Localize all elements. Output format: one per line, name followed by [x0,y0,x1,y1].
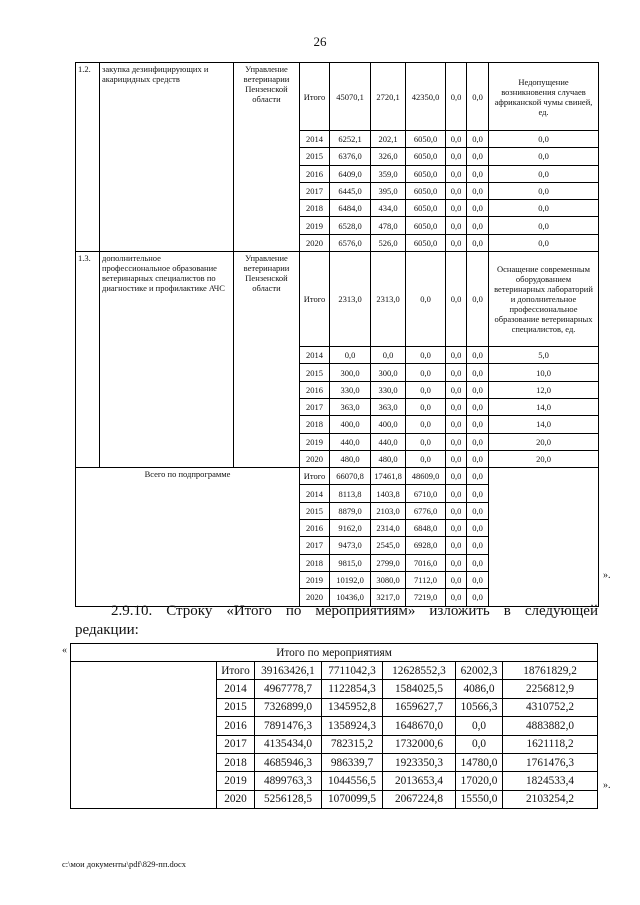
item-executor: Управление ветеринарии Пензенской области [234,63,300,252]
value-cell: 2256812,9 [503,680,598,698]
year-cell: Итого [217,662,255,680]
value-cell: 0,0 [467,381,489,398]
amendment-paragraph [75,602,598,640]
value-cell: 6050,0 [406,182,446,199]
value-cell: 0,0 [467,165,489,182]
value-cell: 2545,0 [371,537,406,554]
value-cell: 0,0 [446,381,467,398]
value-cell: 330,0 [371,381,406,398]
year-cell: 2019 [300,217,330,234]
value-cell: 0,0 [446,554,467,571]
year-cell: 2015 [300,364,330,381]
value-cell: 0,0 [406,252,446,347]
result-value: 10,0 [489,364,599,381]
value-cell: 0,0 [446,347,467,364]
events-total-table [70,643,598,809]
result-value: 0,0 [489,182,599,199]
value-cell: 0,0 [467,589,489,606]
value-cell: 4685946,3 [255,753,322,771]
value-cell: 0,0 [446,217,467,234]
value-cell: 326,0 [371,148,406,165]
value-cell: 363,0 [330,398,371,415]
paragraph-line-1: 2.9.10. Строку «Итого по мероприятиям» изложить в следующей [111,603,598,619]
year-cell: Итого [300,468,330,485]
value-cell: 6050,0 [406,131,446,148]
year-cell: 2016 [300,520,330,537]
result-value: 0,0 [489,217,599,234]
value-cell: 6050,0 [406,165,446,182]
value-cell: 15550,0 [456,790,503,808]
value-cell: 6252,1 [330,131,371,148]
value-cell: 1648670,0 [383,717,456,735]
value-cell: 202,1 [371,131,406,148]
value-cell: 1403,8 [371,485,406,502]
value-cell: 2314,0 [371,520,406,537]
value-cell: 0,0 [446,537,467,554]
value-cell: 8879,0 [330,502,371,519]
value-cell: 363,0 [371,398,406,415]
value-cell: 6445,0 [330,182,371,199]
value-cell: 0,0 [467,200,489,217]
year-cell: 2016 [300,165,330,182]
value-cell: 0,0 [467,485,489,502]
value-cell: 1122854,3 [322,680,383,698]
value-cell: 6050,0 [406,148,446,165]
value-cell: 0,0 [467,416,489,433]
value-cell: 4310752,2 [503,698,598,716]
item-name: дополнительное профессиональное образование ветеринарных специалистов по диагностике и профилактике АЧС [100,252,234,468]
item-number: 1.3. [76,252,100,468]
value-cell: 3080,0 [371,571,406,588]
year-cell: 2015 [300,502,330,519]
value-cell: 0,0 [467,234,489,251]
value-cell: 0,0 [467,131,489,148]
value-cell: 440,0 [371,433,406,450]
item-number: 1.2. [76,63,100,252]
value-cell: 2067224,8 [383,790,456,808]
value-cell: 1584025,5 [383,680,456,698]
table-row [71,662,598,680]
year-cell: 2019 [300,433,330,450]
value-cell: 0,0 [467,398,489,415]
year-cell: 2017 [300,398,330,415]
table-row [76,252,599,347]
value-cell: 440,0 [330,433,371,450]
result-value: 0,0 [489,200,599,217]
result-value: 14,0 [489,416,599,433]
value-cell: 6050,0 [406,200,446,217]
year-cell: 2017 [300,537,330,554]
value-cell: 2720,1 [371,63,406,131]
value-cell: 480,0 [330,450,371,467]
value-cell: 7711042,3 [322,662,383,680]
value-cell: 45070,1 [330,63,371,131]
year-cell: 2016 [300,381,330,398]
result-value: 14,0 [489,398,599,415]
value-cell: 18761829,2 [503,662,598,680]
year-cell: 2015 [300,148,330,165]
year-cell: 2019 [300,571,330,588]
value-cell: 0,0 [456,735,503,753]
opening-quote: « [62,645,67,656]
result-value: 0,0 [489,131,599,148]
value-cell: 0,0 [446,165,467,182]
value-cell: 0,0 [467,537,489,554]
value-cell: 17461,8 [371,468,406,485]
value-cell: 1621118,2 [503,735,598,753]
value-cell: 9162,0 [330,520,371,537]
year-cell: 2018 [300,416,330,433]
subprogram-total-label: Всего по подпрограмме [76,468,300,606]
value-cell: 6576,0 [330,234,371,251]
year-cell: 2014 [300,485,330,502]
value-cell: 2013653,4 [383,772,456,790]
value-cell: 39163426,1 [255,662,322,680]
value-cell: 7891476,3 [255,717,322,735]
year-cell: 2017 [217,735,255,753]
value-cell: 2313,0 [330,252,371,347]
value-cell: 0,0 [446,433,467,450]
value-cell: 0,0 [446,63,467,131]
value-cell: 1345952,8 [322,698,383,716]
value-cell: 0,0 [406,364,446,381]
value-cell: 6776,0 [406,502,446,519]
value-cell: 12628552,3 [383,662,456,680]
value-cell: 0,0 [446,398,467,415]
value-cell: 300,0 [371,364,406,381]
closing-quote-2: ». [603,780,611,791]
value-cell: 0,0 [446,571,467,588]
year-cell: Итого [300,63,330,131]
value-cell: 5256128,5 [255,790,322,808]
year-cell: 2016 [217,717,255,735]
value-cell: 395,0 [371,182,406,199]
value-cell: 0,0 [406,450,446,467]
value-cell: 6050,0 [406,234,446,251]
item-executor: Управление ветеринарии Пензенской области [234,252,300,468]
year-cell: 2018 [300,200,330,217]
value-cell: 10192,0 [330,571,371,588]
value-cell: 434,0 [371,200,406,217]
empty-left-cell [71,662,217,809]
value-cell: 6484,0 [330,200,371,217]
value-cell: 7016,0 [406,554,446,571]
value-cell: 6409,0 [330,165,371,182]
value-cell: 0,0 [446,450,467,467]
year-cell: 2014 [300,131,330,148]
value-cell: 0,0 [467,364,489,381]
year-cell: 2020 [300,234,330,251]
value-cell: 0,0 [467,217,489,234]
value-cell: 10566,3 [456,698,503,716]
value-cell: 1659627,7 [383,698,456,716]
value-cell: 6928,0 [406,537,446,554]
result-value: 20,0 [489,433,599,450]
value-cell: 0,0 [406,381,446,398]
value-cell: 4967778,7 [255,680,322,698]
value-cell: 0,0 [371,347,406,364]
result-value: 20,0 [489,450,599,467]
value-cell: 0,0 [446,148,467,165]
value-cell: 0,0 [467,433,489,450]
value-cell: 4899763,3 [255,772,322,790]
value-cell: 1044556,5 [322,772,383,790]
result-value: 5,0 [489,347,599,364]
page-number: 26 [313,34,327,49]
value-cell: 0,0 [456,717,503,735]
item-name: закупка дезинфицирующих и акарицидных средств [100,63,234,252]
value-cell: 0,0 [406,347,446,364]
value-cell: 400,0 [371,416,406,433]
value-cell: 2103,0 [371,502,406,519]
year-cell: 2014 [217,680,255,698]
result-value: 0,0 [489,148,599,165]
result-indicator: Оснащение современным оборудованием ветеринарных лабораторий и дополнительное профессиональное образование ветеринарных специалистов, ед. [489,252,599,347]
value-cell: 1761476,3 [503,753,598,771]
value-cell: 0,0 [467,63,489,131]
paragraph-line-2: редакции: [75,622,139,638]
year-cell: 2020 [300,589,330,606]
value-cell: 0,0 [446,234,467,251]
value-cell: 0,0 [330,347,371,364]
value-cell: 42350,0 [406,63,446,131]
subprogram-table [75,62,599,607]
value-cell: 782315,2 [322,735,383,753]
value-cell: 0,0 [406,416,446,433]
value-cell: 0,0 [467,502,489,519]
table-row [76,468,599,485]
year-cell: 2019 [217,772,255,790]
value-cell: 1824533,4 [503,772,598,790]
value-cell: 330,0 [330,381,371,398]
table-header: Итого по мероприятиям [71,644,598,662]
value-cell: 0,0 [446,252,467,347]
value-cell: 0,0 [467,347,489,364]
value-cell: 0,0 [446,416,467,433]
closing-quote: ». [603,570,611,581]
value-cell: 1732000,6 [383,735,456,753]
value-cell: 478,0 [371,217,406,234]
value-cell: 0,0 [467,571,489,588]
value-cell: 6848,0 [406,520,446,537]
value-cell: 0,0 [446,468,467,485]
value-cell: 300,0 [330,364,371,381]
result-indicator: Недопущение возникновения случаев африканской чумы свиней, ед. [489,63,599,131]
value-cell: 62002,3 [456,662,503,680]
value-cell: 0,0 [467,148,489,165]
value-cell: 2103254,2 [503,790,598,808]
value-cell: 0,0 [446,364,467,381]
year-cell: 2014 [300,347,330,364]
value-cell: 0,0 [467,182,489,199]
value-cell: 359,0 [371,165,406,182]
value-cell: 0,0 [406,433,446,450]
value-cell: 400,0 [330,416,371,433]
value-cell: 0,0 [446,200,467,217]
value-cell: 2313,0 [371,252,406,347]
value-cell: 0,0 [467,468,489,485]
value-cell: 480,0 [371,450,406,467]
value-cell: 2799,0 [371,554,406,571]
result-value: 12,0 [489,381,599,398]
value-cell: 4135434,0 [255,735,322,753]
value-cell: 9473,0 [330,537,371,554]
value-cell: 6528,0 [330,217,371,234]
year-cell: 2018 [300,554,330,571]
value-cell: 0,0 [446,131,467,148]
value-cell: 1070099,5 [322,790,383,808]
value-cell: 6376,0 [330,148,371,165]
value-cell: 0,0 [446,520,467,537]
file-path-footer: c:\мои документы\pdf\829-пп.docx [62,859,187,869]
value-cell: 17020,0 [456,772,503,790]
value-cell: 986339,7 [322,753,383,771]
value-cell: 8113,8 [330,485,371,502]
empty-result-cell [489,468,599,606]
value-cell: 7219,0 [406,589,446,606]
table-header-row [71,644,598,662]
value-cell: 0,0 [467,450,489,467]
result-value: 0,0 [489,165,599,182]
year-cell: Итого [300,252,330,347]
year-cell: 2020 [300,450,330,467]
value-cell: 0,0 [406,398,446,415]
value-cell: 0,0 [446,589,467,606]
value-cell: 0,0 [446,182,467,199]
value-cell: 4883882,0 [503,717,598,735]
value-cell: 0,0 [467,520,489,537]
value-cell: 7326899,0 [255,698,322,716]
year-cell: 2018 [217,753,255,771]
value-cell: 526,0 [371,234,406,251]
year-cell: 2015 [217,698,255,716]
value-cell: 0,0 [467,252,489,347]
value-cell: 1923350,3 [383,753,456,771]
year-cell: 2020 [217,790,255,808]
value-cell: 0,0 [467,554,489,571]
value-cell: 3217,0 [371,589,406,606]
value-cell: 6050,0 [406,217,446,234]
value-cell: 0,0 [446,485,467,502]
value-cell: 10436,0 [330,589,371,606]
value-cell: 4086,0 [456,680,503,698]
table-row [76,63,599,131]
value-cell: 7112,0 [406,571,446,588]
value-cell: 1358924,3 [322,717,383,735]
value-cell: 66070,8 [330,468,371,485]
value-cell: 6710,0 [406,485,446,502]
value-cell: 0,0 [446,502,467,519]
value-cell: 14780,0 [456,753,503,771]
year-cell: 2017 [300,182,330,199]
value-cell: 48609,0 [406,468,446,485]
value-cell: 9815,0 [330,554,371,571]
result-value: 0,0 [489,234,599,251]
